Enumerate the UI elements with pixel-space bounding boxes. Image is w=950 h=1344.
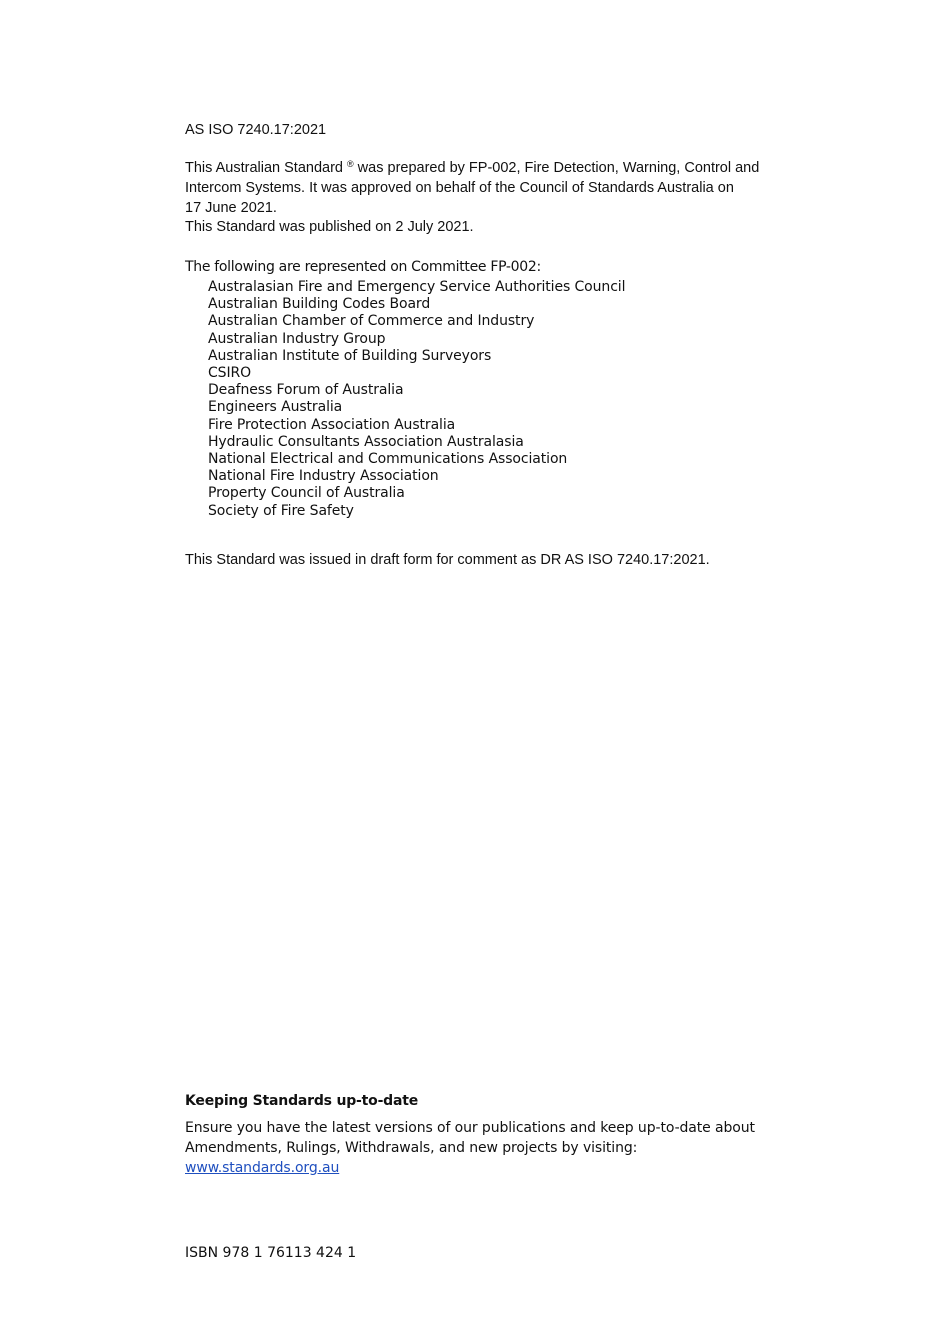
committee-member: National Fire Industry Association <box>208 468 439 485</box>
preparation-line-2: Intercom Systems. It was approved on behalf of the Council of Standards Australia on <box>185 180 734 196</box>
standard-code: AS ISO 7240.17:2021 <box>185 122 327 138</box>
committee-member: Deafness Forum of Australia <box>208 382 404 399</box>
keeping-up-to-date-line-2: Amendments, Rulings, Withdrawals, and new projects by visiting: <box>185 1140 638 1156</box>
keeping-up-to-date-line-1: Ensure you have the latest versions of our publications and keep up-to-date about <box>185 1120 755 1136</box>
committee-member: National Electrical and Communications Association <box>208 451 568 468</box>
committee-member-list <box>208 279 625 520</box>
isbn: ISBN 978 1 76113 424 1 <box>185 1245 357 1261</box>
committee-member: Australasian Fire and Emergency Service Authorities Council <box>208 279 626 295</box>
committee-member: Fire Protection Association Australia <box>208 416 456 433</box>
committee-member: Hydraulic Consultants Association Australasia <box>208 433 524 450</box>
preparation-line-1 <box>185 154 759 178</box>
publication-date: This Standard was published on 2 July 2021. <box>185 219 474 235</box>
preparation-statement <box>185 154 759 218</box>
keeping-up-to-date-body <box>185 1118 755 1178</box>
preparation-text-start: This Australian Standard <box>185 160 348 176</box>
committee-member: CSIRO <box>208 365 252 382</box>
registered-mark: ® <box>347 159 354 169</box>
committee-member: Australian Chamber of Commerce and Industry <box>208 313 535 330</box>
standards-website-link[interactable]: www.standards.org.au <box>185 1160 340 1176</box>
preparation-line-3: 17 June 2021. <box>185 200 277 216</box>
committee-member: Australian Industry Group <box>208 330 386 347</box>
committee-intro: The following are represented on Committee FP-002: <box>185 259 541 275</box>
committee-member: Australian Institute of Building Surveyors <box>208 347 492 364</box>
committee-member: Australian Building Codes Board <box>208 296 431 313</box>
committee-member: Society of Fire Safety <box>208 502 354 519</box>
draft-note: This Standard was issued in draft form for comment as DR AS ISO 7240.17:2021. <box>185 552 710 568</box>
committee-member: Property Council of Australia <box>208 485 405 502</box>
preparation-text-end: was prepared by FP-002, Fire Detection, Warning, Control and <box>353 160 760 176</box>
keeping-up-to-date-heading: Keeping Standards up-to-date <box>185 1093 419 1109</box>
committee-member: Engineers Australia <box>208 399 343 416</box>
